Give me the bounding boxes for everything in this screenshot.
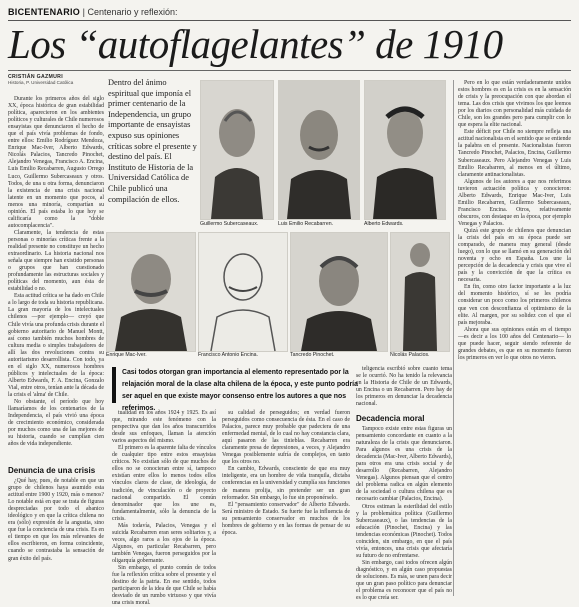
paragraph: El primero es la aparente falta de vínculos de cualquier tipo entre estos ensayistas críticos. No existían sólo de que muchos de ellos no se conocieran entre sí, tampoco existían entre ellos lo menos todos ellos vínculos claros de clase, de ideología, de tradición, de vinculación o de proyecto nacional compartido. El común denominador que los une es, fundamentalmente, sólo la denuncia de la crisis. xyxy=(112,445,216,522)
paragraph: Ahora que sus opiniones están en el tiempo —es decir a los 100 años del Centenario— lo que puede hacer, seguir siendo referente de grandes debates, es que en su momento fueron los primeros en ver lo que otros no vieron. xyxy=(458,326,571,361)
paragraph: Esta actitud crítica se ha dado en Chile a lo largo de toda su historia republicana. La gran mayoría de los intelectuales chilenos —por ejemplo— creyó que Chile vivía una profunda crisis durante el gobierno autoritario de Manuel Montt, así como también muchos hombres de cultura media o simples trabajadores de allí las dos revoluciones contra su autoritarismo desarrollista. Con todo, ya en el siglo XX, numerosos hombres públicos y intelectuales de la época: Alberto Edwards, F. A. Encina, Gonzalo Vial, entre otros, tenían ante la década de la crisis el 'alma' de Chile. xyxy=(8,293,104,398)
headline: Los “autoflagelantes” de 1910 xyxy=(8,21,503,67)
series-label: Centenario y reflexión: xyxy=(87,7,178,17)
column-1 xyxy=(8,96,104,462)
paragraph: su calidad de perseguidos; en verdad fueron perseguidos como consecuencia de ésta. En el caso de Palacios, parece muy probable que padeciera de una enfermedad mental, de lo cual no hay constancia clara, aquí pasaron de las tinieblas. Recabarren era claramente presa de depresiones, a veces, y Alejandro Venegas posiblemente sufría de complejos, en tanto que los otros no. xyxy=(222,410,350,466)
kicker-separator: | xyxy=(82,7,88,17)
paragraph: Este déficit por Chile no siempre refleja una actitud nacionalista en el sentido que se entiende la palabra en el presente. Nacionalistas fueron Tancredo Pinochet, Palacios, Encina, Guillermo Subercaseaux. Pero Alejandro Venegas y Luis Emilio Recabarren, al menos en el último, claramente antinacionalistas. xyxy=(458,129,571,178)
photo-palacios xyxy=(390,232,450,352)
photo-mac-iver xyxy=(106,232,196,352)
portrait-image xyxy=(201,81,273,219)
photo-recabarren xyxy=(278,80,360,220)
caption: Francisco Antonio Encina. xyxy=(198,352,258,358)
column-3 xyxy=(222,410,350,596)
caption: Nicolás Palacios. xyxy=(390,352,430,358)
byline-author: CRISTIÁN GAZMURI xyxy=(8,74,63,80)
paragraph: En fin, como otro factor importante a la luz del momento histórico, sí se les podría considerar un poco como los primeros chilenos que ven con desconfianza el optimismo de la elite. Al margen, por su solidez con el que el país mejoraba. xyxy=(458,284,571,326)
column-2 xyxy=(112,410,216,607)
section-label: BICENTENARIO xyxy=(8,7,81,17)
paragraph: Durante los primeros años del siglo XX, época histórica de gran estabilidad política, aparecieron en los ambientes políticos y culturales de Chile numerosos ensayistas que denunciaron el hecho de que el país vivía problemas de fondo, entre ellos: Emilio Rodríguez Mendoza, Enrique Mac-Iver, Alberto Edwards, Nicolás Palacios, Tancredo Pinochet, Alejandro Venegas, Francisco A. Encina, Luis Emilio Recabarren, Augusto Orrego Luco, Guillermo Subercaseaux y otros. Todos, de una u otra forma, denunciaron la existencia de una crisis nacional latente en un momento que pocos, al menos una minoría, compartían su opinión. El país estaba lo que hoy se calificaría como la "doble autocomplacencia". xyxy=(8,96,104,229)
column-1-cont xyxy=(8,478,104,596)
paragraph: El "pensamiento conservador" de Alberto Edwards. Será ministro de Estado. Su fuerte fue la influencia de su pensamiento conservador en muchos de los hombres de gobierno y en las formas de pensar de su época. xyxy=(222,501,350,536)
byline-role: Historia, P. Universidad Católica xyxy=(8,80,74,85)
portrait-image xyxy=(365,81,445,219)
paragraph: ¿Qué hay, pues, de notable en que un grupo de chilenos haya asumido esta actitud entre 1900 y 1920, más o menos? Lo notable está en que se trata de figuras despreciadas por todo el abanico ideológico y en que la crítica chilena no era (sólo) expresión de la angustia, sino que fue la conciencia de una crisis. Es en el tiempo en que los más relevantes de ellos escribieron, en forma coincidente, cuando se contrastaba la sensación de gran éxito del país. xyxy=(8,478,104,562)
portrait-image xyxy=(391,233,449,351)
photo-subercaseaux xyxy=(200,80,274,220)
column-4 xyxy=(356,366,452,408)
subheading-denuncia: Denuncia de una crisis xyxy=(8,466,96,475)
photo-encina xyxy=(198,232,288,352)
paragraph: Algunos de los autores a que nos referimos tuvieron actuación política y conocieron: Alberto Edwards, Enrique Mac-Iver, Luis Emilio Recabarren, Guillermo Subercaseaux, Francisco Encina. Otros, relativamente obscuros, con destaque en la época, por ejemplo Venegas y Palacios. xyxy=(458,178,571,227)
section-kicker xyxy=(8,7,178,17)
caption: Luis Emilio Recabarren. xyxy=(278,221,334,227)
caption: Enrique Mac-Iver. xyxy=(106,352,147,358)
column-5 xyxy=(458,80,571,596)
paragraph: En cambio, Edwards, consciente de que era muy inteligente, era un hombre de vida tranquila, dictaba conferencias en la universidad y cumplía sus funciones de manera prolija, sin pretender ser un gran reformador. Sin embargo, lo fue sin proponérselo. xyxy=(222,466,350,501)
paragraph: No obstante, el período que hoy llamaríamos de los centenarios de la Independencia, el país vivió una época de crecimiento económico, considerada por muchos como una de las mejores de su historia, cuando se cumplían cien años de vida independiente. xyxy=(8,399,104,448)
caption: Guillermo Subercaseaux. xyxy=(200,221,259,227)
portrait-drawing xyxy=(199,233,287,351)
paragraph: Más todavía, Palacios, Venegas y el suicida Recabarren eran seres solitarios y, a veces, algo raros a los ojos de la época. Algunos, en particular Recabarren, pero también Venegas, fueron perseguidos por la oligarquía gobernante. xyxy=(112,522,216,564)
paragraph: teligencia escribió sobre cuanto tema se le ocurrió. No ha tenido la relevancia en la Historia de Chile de un Edwards, un Encina o un Recabarren. Pero hay de los primeros en denunciar la decadencia nacional. xyxy=(356,366,452,408)
pull-quote: Casi todos otorgan gran importancia al elemento representado por la relajación moral de la clase alta chilena de la época, y este punto podría ser aquel en que existe mayor consenso entre los autores a que nos referimos. xyxy=(112,367,365,403)
paragraph: Claramente, la tendencia de estas personas o minorías críticas frente a la realidad presente no constituye un hecho extraordinario. La historia nacional nos señala que siempre han existido personas o grupos que han cuestionado profundamente las estructuras sociales y políticas del momento, aun ésta de estabilidad o no. xyxy=(8,229,104,293)
portrait-image xyxy=(279,81,359,219)
paragraph: Tampoco existe entre estas figuras un pensamiento concordante en cuanto a la naturaleza de la crisis que denunciaron. Para algunos es una crisis de la decadencia (Mac-Iver, Alberto Edwards), para otros era una crisis social y de desarrollo (Recabarren, Alejandro Venegas). Algunos piensan que el centro del problema radica en algún elemento de la sociedad o cultura chilena que es necesario cambiar (Palacios, Encina). xyxy=(356,426,452,503)
lead-paragraph: Dentro del ánimo espiritual que imponía el primer centenario de la Independencia, un grupo importante de ensayistas expuso sus opiniones críticas sobre el presente y destino del país. El Instituto de Historia de la Universidad Católica de Chile publicó una compilación de ellos. xyxy=(108,78,197,204)
portrait-image xyxy=(107,233,195,351)
photo-edwards xyxy=(364,80,446,220)
paragraph: Pero en lo que están verdaderamente unidos estos hombres es en la crisis es en la sensación de crisis y la preocupación con que abordan el tema. Las dos crisis que vivimos los que leemos por los diarios con personalidad más cuidada de Chile, son los grandes pero para cumplir con lo que espera la elite nacional. xyxy=(458,80,571,129)
paragraph: Otros estiman la esterilidad del estilo y la problemática política (Guillermo Subercaseaux), o las tendencias de la educación (Pinochet, Encina) y las tendencias económicas (Pinochet). Todos coinciden, sin embargo, en que el país vivía, entonces, una crisis que afectaría su futuro de no enfrentarse. xyxy=(356,503,452,559)
caption: Tancredo Pinochet. xyxy=(290,352,335,358)
headline-rule xyxy=(8,70,571,71)
paragraph: tualidad en los años 1924 y 1925. Es así que, mirando este fenómeno con la perspectiva que dan los años transcurridos desde sus enfoques, llaman la atención varios aspectos del mismo. xyxy=(112,410,216,445)
subheading-decadencia: Decadencia moral xyxy=(356,414,425,423)
column-4-cont xyxy=(356,426,452,602)
portrait-image xyxy=(291,233,387,351)
paragraph: Quizá este grupo de chilenos que denuncian la crisis del país en su época puede ser comparado, de manera muy general (desde luego), con lo que se llamó en su generación del noventa y ocho en España. Los une la percepción de la decadencia y crisis que vive el país y la convicción de que la crítica es necesaria. xyxy=(458,227,571,284)
photo-pinochet xyxy=(290,232,388,352)
paragraph: Sin embargo, casi todos ofrecen algún diagnóstico, y en algún caso propuestas de soluciones. Es más, se unen para decir que un gran paso político para denunciar el problema es reconocer que el país no es lo que creía ser. xyxy=(356,559,452,602)
paragraph: Sin embargo, el punto común de todos fue la reflexión crítica sobre el presente y el destino de la patria. En ese sentido, todos participaron de la idea de que Chile se había desviado de un rumbo virtuoso y que vivía una crisis moral. xyxy=(112,565,216,607)
column-divider xyxy=(453,80,454,596)
caption: Alberto Edwards. xyxy=(364,221,404,227)
